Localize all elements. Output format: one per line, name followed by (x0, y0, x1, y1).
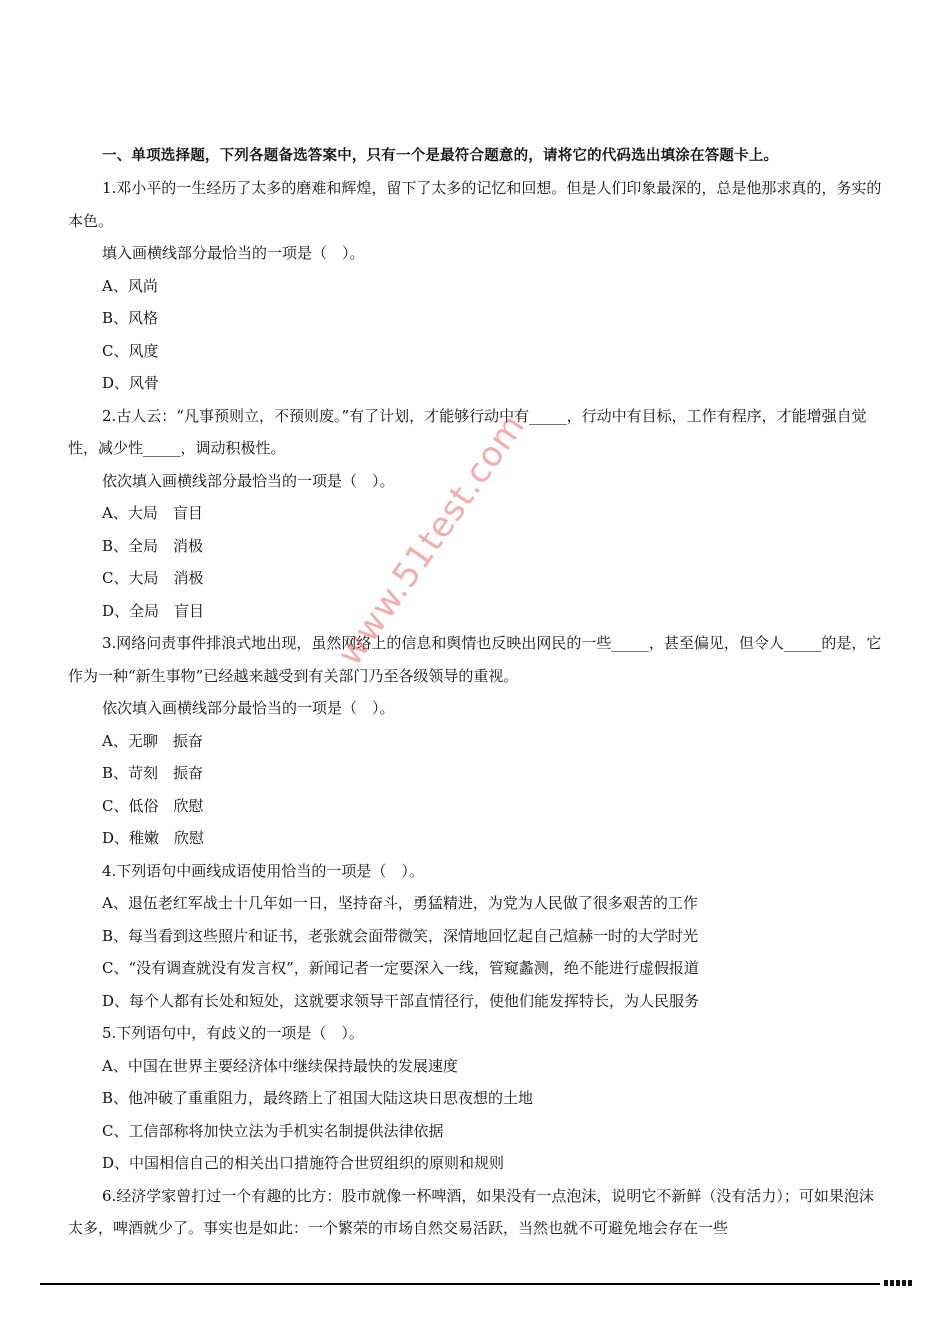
option-b: B、每当看到这些照片和证书，老张就会面带微笑，深情地回忆起自己煊赫一时的大学时光 (102, 926, 699, 945)
question-3 (68, 627, 884, 855)
option-b: B、风格 (102, 309, 159, 327)
option-c: C、工信部称将加快立法为手机实名制提供法律依据 (102, 1121, 444, 1140)
footer-rule (40, 1283, 880, 1285)
question-1 (68, 172, 884, 400)
option-d: D、中国相信自己的相关出口措施符合世贸组织的原则和规则 (102, 1154, 505, 1172)
option-a: A、无聊 振奋 (102, 731, 203, 750)
question-stem: 1.邓小平的一生经历了太多的磨难和辉煌，留下了太多的记忆和回想。但是人们印象最深的，总是他那求真的，务实的本色。 (68, 179, 882, 230)
question-stem: 2.古人云：“凡事预则立，不预则废。”有了计划，才能够行动中有_____，行动中有目标，工作有程序，才能增强自觉性，减少性_____，调动积极性。 (68, 406, 867, 457)
option-b: B、苛刻 振奋 (102, 764, 204, 782)
question-stem: 5.下列语句中，有歧义的一项是（ ）。 (102, 1024, 364, 1042)
option-c: C、低俗 欣慰 (102, 796, 204, 815)
question-prompt: 依次填入画横线部分最恰当的一项是（ ）。 (102, 699, 395, 717)
option-d: D、全局 盲目 (102, 601, 205, 620)
question-stem: 4.下列语句中画线成语使用恰当的一项是（ ）。 (102, 861, 424, 880)
qr-code-icon (884, 1280, 918, 1290)
option-d: D、每个人都有长处和短处，这就要求领导干部直情径行，使他们能发挥特长，为人民服务 (102, 991, 700, 1010)
option-b: B、全局 消极 (102, 536, 204, 555)
option-a: A、风尚 (102, 276, 158, 295)
option-a: A、大局 盲目 (102, 504, 203, 522)
option-d: D、风骨 (102, 374, 160, 392)
question-prompt: 依次填入画横线部分最恰当的一项是（ ）。 (102, 471, 395, 490)
section-heading: 一、单项选择题，下列各题备选答案中，只有一个是最符合题意的，请将它的代码选出填涂在答题卡上。 (102, 148, 779, 164)
watermark: www.51test.com (330, 406, 534, 673)
question-4 (68, 855, 884, 1018)
option-a: A、退伍老红军战士十几年如一日，坚持奋斗，勇猛精进，为党为人民做了很多艰苦的工作 (102, 894, 698, 912)
option-d: D、稚嫩 欣慰 (102, 829, 205, 847)
question-stem: 6.经济学家曾打过一个有趣的比方：股市就像一杯啤酒，如果没有一点泡沫，说明它不新鲜（没有活力）；可如果泡沫太多，啤酒就少了。事实也是如此：一个繁荣的市场自然交易活跃，当然也就不可避免地会存在一些 (68, 1186, 874, 1237)
option-c: C、“没有调查就没有发言权”，新闻记者一定要深入一线，管窥蠡测，绝不能进行虚假报道 (102, 959, 699, 977)
question-6 (68, 1180, 884, 1245)
option-b: B、他冲破了重重阻力，最终踏上了祖国大陆这块日思夜想的土地 (102, 1089, 534, 1107)
option-a: A、中国在世界主要经济体中继续保持最快的发展速度 (102, 1056, 458, 1075)
document-content (68, 140, 884, 1245)
question-stem: 3.网络问责事件排浪式地出现，虽然网络上的信息和舆情也反映出网民的一些_____，甚至偏见，但令人_____的是，它作为一种“新生事物”已经越来越受到有关部门乃至各级领导的重视。 (68, 634, 882, 685)
question-2 (68, 400, 884, 628)
option-c: C、大局 消极 (102, 569, 204, 587)
option-c: C、风度 (102, 341, 159, 360)
question-5 (68, 1017, 884, 1180)
question-prompt: 填入画横线部分最恰当的一项是（ ）。 (102, 244, 365, 262)
